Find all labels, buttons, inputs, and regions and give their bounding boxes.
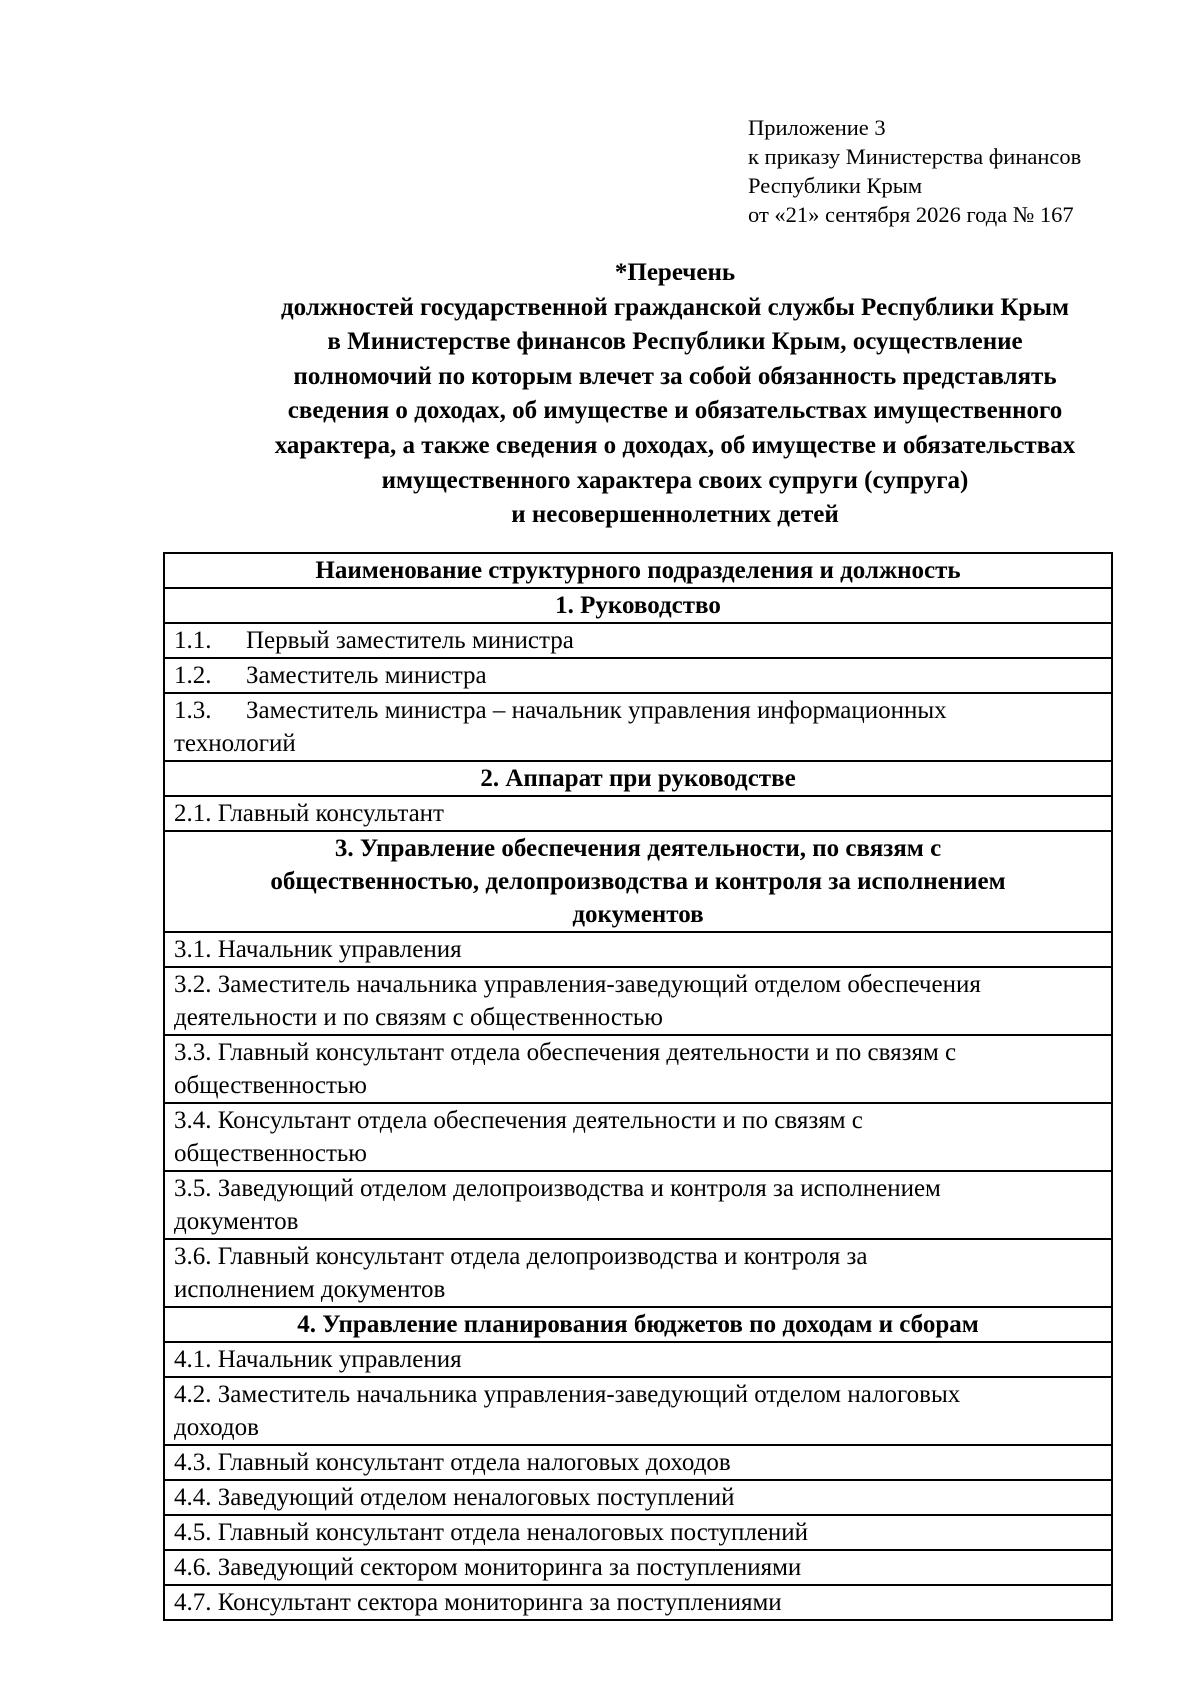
item-text: 3.3. Главный консультант отдела обеспечения деятельности и по связям с bbox=[174, 1039, 957, 1066]
table-cell: 4.4. Заведующий отделом неналоговых поступлений bbox=[164, 1480, 1112, 1515]
table-cell: 4.3. Главный консультант отдела налоговых доходов bbox=[164, 1445, 1112, 1480]
table-cell bbox=[164, 1239, 1112, 1307]
table-cell: 4.6. Заведующий сектором мониторинга за поступлениями bbox=[164, 1550, 1112, 1585]
item-text-continued: деятельности и по связям с общественностью bbox=[174, 1004, 663, 1031]
table-cell: 3.1. Начальник управления bbox=[164, 932, 1112, 967]
appendix-line: Республики Крым bbox=[748, 173, 923, 198]
table-cell bbox=[164, 1377, 1112, 1445]
title-line: характера, а также сведения о доходах, об имуществе и обязательствах bbox=[274, 431, 1076, 459]
table-header-row bbox=[164, 553, 1112, 588]
table-row bbox=[164, 1377, 1112, 1445]
item-number: 1.1. bbox=[174, 627, 212, 654]
item-text-continued: доходов bbox=[174, 1414, 259, 1441]
table-row bbox=[164, 1103, 1112, 1171]
table-cell bbox=[164, 1171, 1112, 1239]
title-line: в Министерстве финансов Республики Крым, осуществление bbox=[327, 328, 1023, 356]
item-number: 1.2. bbox=[174, 662, 212, 689]
section-title-line: общественностью, делопроизводства и контроля за исполнением bbox=[270, 868, 1006, 895]
title-line: полномочий по которым влечет за собой обязанность представлять bbox=[293, 362, 1057, 390]
section-title-line: 3. Управление обеспечения деятельности, по связям с bbox=[334, 835, 942, 862]
item-text: 3.2. Заместитель начальника управления-заведующий отделом обеспечения bbox=[174, 971, 981, 998]
table-row bbox=[164, 1585, 1112, 1620]
table-cell bbox=[164, 658, 1112, 693]
table-cell bbox=[164, 967, 1112, 1035]
section-title bbox=[164, 831, 1112, 932]
item-text: Заместитель министра – начальник управления информационных bbox=[246, 697, 947, 724]
title-line: должностей государственной гражданской службы Республики Крым bbox=[281, 293, 1069, 321]
table-cell: 4.1. Начальник управления bbox=[164, 1342, 1112, 1377]
section-title: 2. Аппарат при руководстве bbox=[164, 761, 1112, 796]
section-row bbox=[164, 831, 1112, 932]
table-row bbox=[164, 1171, 1112, 1239]
table-header: Наименование структурного подразделения и должность bbox=[164, 553, 1112, 588]
item-text-continued: общественностью bbox=[174, 1072, 367, 1099]
item-text-continued: документов bbox=[174, 1208, 299, 1235]
table-row bbox=[164, 1480, 1112, 1515]
title-line: сведения о доходах, об имуществе и обязательствах имущественного bbox=[287, 397, 1063, 425]
document-title bbox=[160, 256, 1190, 533]
table-cell: 2.1. Главный консультант bbox=[164, 796, 1112, 831]
table-row bbox=[164, 658, 1112, 693]
item-text: 3.5. Заведующий отделом делопроизводства и контроля за исполнением bbox=[174, 1175, 941, 1202]
section-row bbox=[164, 1307, 1112, 1342]
table-row bbox=[164, 1515, 1112, 1550]
table-cell bbox=[164, 623, 1112, 658]
section-title-line: документов bbox=[572, 901, 704, 928]
section-row bbox=[164, 761, 1112, 796]
table-row bbox=[164, 967, 1112, 1035]
section-title: 1. Руководство bbox=[164, 588, 1112, 623]
appendix-line: от «21» сентября 2026 года № 167 bbox=[748, 202, 1074, 227]
title-line: и несовершеннолетних детей bbox=[511, 501, 839, 529]
table-row bbox=[164, 1445, 1112, 1480]
appendix-line: Приложение 3 bbox=[748, 115, 886, 140]
table-row bbox=[164, 1342, 1112, 1377]
title-line: *Перечень bbox=[614, 259, 736, 286]
section-title: 4. Управление планирования бюджетов по доходам и сборам bbox=[164, 1307, 1112, 1342]
item-text: Первый заместитель министра bbox=[246, 627, 574, 654]
item-text-continued: технологий bbox=[174, 730, 296, 757]
table-row bbox=[164, 623, 1112, 658]
item-text-continued: общественностью bbox=[174, 1140, 367, 1167]
table-row bbox=[164, 796, 1112, 831]
table-row bbox=[164, 1239, 1112, 1307]
positions-table bbox=[163, 552, 1113, 1621]
table-row bbox=[164, 1550, 1112, 1585]
appendix-block bbox=[748, 113, 1081, 229]
appendix-line: к приказу Министерства финансов bbox=[748, 144, 1082, 169]
table-row bbox=[164, 1035, 1112, 1103]
table-cell: 4.5. Главный консультант отдела неналоговых поступлений bbox=[164, 1515, 1112, 1550]
item-text: 4.2. Заместитель начальника управления-заведующий отделом налоговых bbox=[174, 1381, 961, 1408]
table-cell: 4.7. Консультант сектора мониторинга за поступлениями bbox=[164, 1585, 1112, 1620]
table-row bbox=[164, 932, 1112, 967]
table-cell bbox=[164, 1103, 1112, 1171]
item-number: 1.3. bbox=[174, 697, 212, 724]
table-cell bbox=[164, 693, 1112, 761]
item-text: Заместитель министра bbox=[246, 662, 487, 689]
item-text: 3.4. Консультант отдела обеспечения деятельности и по связям с bbox=[174, 1107, 863, 1134]
table-row bbox=[164, 693, 1112, 761]
table-cell bbox=[164, 1035, 1112, 1103]
section-row bbox=[164, 588, 1112, 623]
title-line: имущественного характера своих супруги (супруга) bbox=[381, 466, 969, 494]
item-text: 3.6. Главный консультант отдела делопроизводства и контроля за bbox=[174, 1243, 868, 1270]
item-text-continued: исполнением документов bbox=[174, 1276, 446, 1303]
